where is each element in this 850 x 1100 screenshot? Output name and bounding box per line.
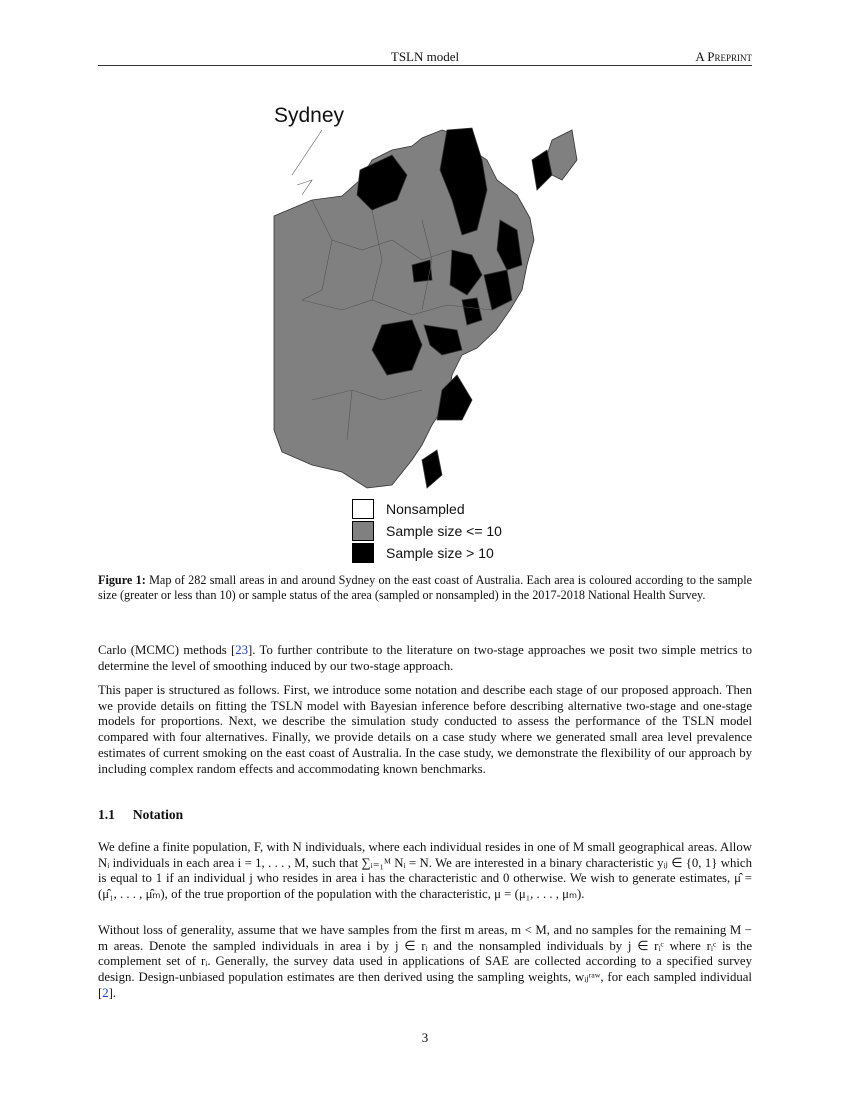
text: ]. — [108, 985, 117, 1000]
legend-swatch — [352, 543, 374, 563]
section-title: Notation — [132, 807, 184, 822]
caption-text: Map of 282 small areas in and around Sydney on the east coast of Australia. Each area is coloured according to the sample size (greater or less than 10) or sample status of the area (sampled or nonsampled) in the 2017-2018 National Health Survey. — [98, 573, 752, 602]
paragraph — [98, 923, 752, 1002]
map-legend — [352, 498, 502, 564]
section-heading — [98, 807, 201, 823]
legend-swatch — [352, 499, 374, 519]
map-title: Sydney — [274, 104, 345, 127]
paragraph: This paper is structured as follows. First, we introduce some notation and describe each stage of our proposed approach. Then we provide details on fitting the TSLN model with Bayesian inference before describing alternative two-stage and one-stage models for proportions. Next, we describe the simulation study conducted to assess the performance of the TSLN model compared with four alternatives. Finally, we provide details on a case study where we generated small area level prevalence estimates of current smoking on the east coast of Australia. In the case study, we demonstrate the flexibility of our approach by including complex random effects and accommodating known benchmarks. — [98, 683, 752, 776]
page-number: 3 — [421, 1030, 429, 1045]
legend-item-nonsampled — [352, 498, 502, 520]
caption-label: Figure 1: — [98, 573, 146, 587]
running-header — [98, 47, 752, 66]
paragraph: We define a finite population, F, with N individuals, where each individual resides in one of M small geographical areas. Allow Nᵢ individuals in each area i = 1, . . . , M, such that ∑ᵢ₌₁ᴹ Nᵢ = N. We are interested in a binary characteristic yᵢⱼ ∈ {0, 1} which is equal to 1 if an individual j who resides in area i has the characteristic and 0 otherwise. We wish to generate estimates, μ̂ = (μ̂₁, . . . , μ̂ₘ), of the true proportion of the population with the characteristic, μ = (μ₁, . . . , μₘ). — [98, 840, 752, 902]
figure-caption — [98, 573, 752, 603]
legend-label: Sample size > 10 — [386, 545, 494, 561]
paragraph — [98, 643, 752, 674]
legend-item-small — [352, 520, 502, 542]
header-right: A Preprint — [695, 49, 752, 64]
header-title: TSLN model — [390, 49, 460, 64]
legend-label: Nonsampled — [386, 501, 465, 517]
legend-swatch — [352, 521, 374, 541]
citation-link[interactable]: 2 — [102, 985, 109, 1000]
legend-label: Sample size <= 10 — [386, 523, 502, 539]
text: Without loss of generality, assume that we have samples from the first m areas, m < M, and no samples for the remaining M − m areas. Denote the sampled individuals in area i by j ∈ rᵢ and the nonsampled individuals by j ∈ rᵢᶜ where rᵢᶜ is the complement set of rᵢ. Generally, the survey data used in applications of SAE are collected according to a specified survey design. Design-unbiased population estimates are then derived using the sampling weights, wᵢⱼʳᵃʷ, for each sampled individual [ — [98, 923, 752, 1000]
legend-item-large — [352, 542, 502, 564]
text: Carlo (MCMC) methods [ — [98, 643, 236, 657]
citation-link[interactable]: 23 — [235, 643, 249, 657]
section-number: 1.1 — [98, 807, 115, 822]
sydney-map — [272, 100, 582, 492]
text: ]. To further contribute to the literature on two-stage approaches we posit two simple metrics to determine the level of smoothing induced by our two-stage approach. — [98, 643, 752, 673]
